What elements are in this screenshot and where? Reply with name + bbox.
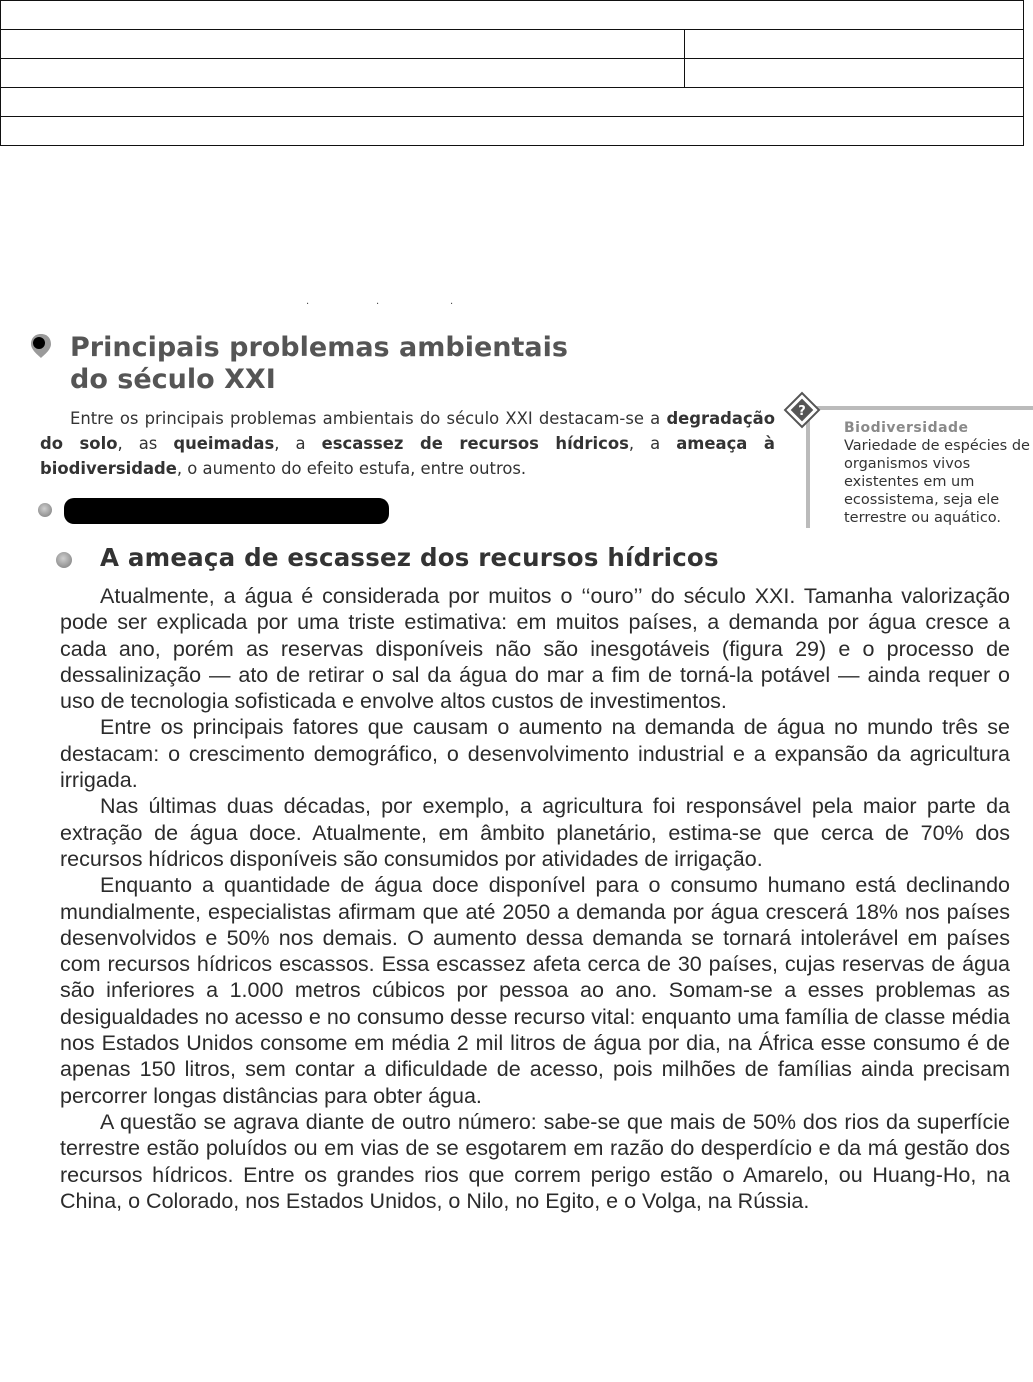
main-heading-line2: do século XXI <box>70 364 276 395</box>
svg-text:?: ? <box>798 404 806 419</box>
form-row-3-left <box>1 59 685 88</box>
paragraph: Nas últimas duas décadas, por exemplo, a agricultura foi responsável pela maior parte da extração de água doce. Atualmente, em âmbito planetário, estima-se que cerca de 70% dos recursos hídricos disponíveis são consumidos por atividades de irrigação. <box>60 794 1010 871</box>
keyword-queimadas: queimadas <box>173 434 275 453</box>
decoration-dot: . <box>306 296 310 307</box>
glossary-term: Biodiversidade <box>844 420 969 436</box>
intro-paragraph: Entre os principais problemas ambientais do século XXI destacam-se a degradação do solo, as queimadas, a escassez de recursos hídricos, a ameaça à biodiversidade, o aumento do efeito estufa, entre outros. <box>40 409 775 478</box>
decoration-dot: . <box>376 296 380 307</box>
keyword-biodiversidade: ameaça à biodiversidade <box>40 434 775 478</box>
main-heading <box>70 332 568 396</box>
paragraph: A questão se agrava diante de outro número: sabe-se que mais de 50% dos rios da superfície terrestre estão poluídos ou em vias de se esgotarem em razão do desperdício e da má gestão dos recursos hídricos. Entre os grandes rios que correm perigo estão o Amarelo, ou Huang-Ho, na China, o Colorado, nos Estados Unidos, o Nilo, no Egito, e o Volga, na Rússia. <box>60 1109 1010 1213</box>
form-row-1 <box>1 1 1024 30</box>
form-row-5 <box>1 117 1024 146</box>
paragraph: Atualmente, a água é considerada por muitos o ‘‘ouro’’ do século XXI. Tamanha valorização pode ser explicada por uma triste estimativa: em muitos países, a demanda por água cresce a cada ano, porém as reservas disponíveis não são inesgotáveis (figura 29) e o processo de dessalinização — ato de retirar o sal da água do mar a fim de torná-la potável — ainda requer o uso de tecnologia sofisticada e envolve altos custos de investimentos. <box>60 584 1010 714</box>
section-body <box>60 583 1010 1214</box>
glossary-box <box>798 404 1033 528</box>
main-heading-line1: Principais problemas ambientais <box>70 332 568 363</box>
form-row-4 <box>1 88 1024 117</box>
bullet-icon <box>56 552 72 568</box>
form-row-3-right <box>685 59 1024 88</box>
paragraph: Entre os principais fatores que causam o aumento na demanda de água no mundo três se destacam: o crescimento demográfico, o desenvolvimento industrial e a expansão da agricultura irrigada. <box>60 715 1010 793</box>
form-row-2-right <box>685 30 1024 59</box>
map-pin-icon <box>30 333 52 359</box>
decoration-dot: . <box>450 296 454 307</box>
redacted-subheading <box>64 498 389 524</box>
header-form-table <box>0 0 1024 146</box>
bullet-icon <box>38 503 52 517</box>
keyword-degradacao: degradação do solo <box>40 409 775 453</box>
form-row-2-left <box>1 30 685 59</box>
question-mark-icon <box>782 390 822 430</box>
keyword-escassez: escassez de recursos hídricos <box>321 434 629 453</box>
section-title: A ameaça de escassez dos recursos hídricos <box>100 543 719 572</box>
glossary-definition: Variedade de espécies de organismos vivos existentes em um ecossistema, seja ele terrestre ou aquático. <box>844 438 1030 526</box>
paragraph: Enquanto a quantidade de água doce disponível para o consumo humano está declinando mundialmente, especialistas afirmam que até 2050 a demanda por água crescerá 18% nos países desenvolvidos e 50% nos demais. O aumento dessa demanda se tornará intolerável em países com recursos hídricos escassos. Essa escassez afeta cerca de 30 países, cujas reservas de água são inferiores a 1.000 metros cúbicos por pessoa ao ano. Somam-se a esses problemas as desigualdades no acesso e no consumo desse recurso vital: enquanto uma família de classe média nos Estados Unidos consome em média 2 mil litros de água por dia, na África esse consumo é de apenas 150 litros, sem contar a dificuldade de acesso, pois milhões de famílias ainda precisam percorrer longas distâncias para obter água. <box>60 873 1010 1108</box>
